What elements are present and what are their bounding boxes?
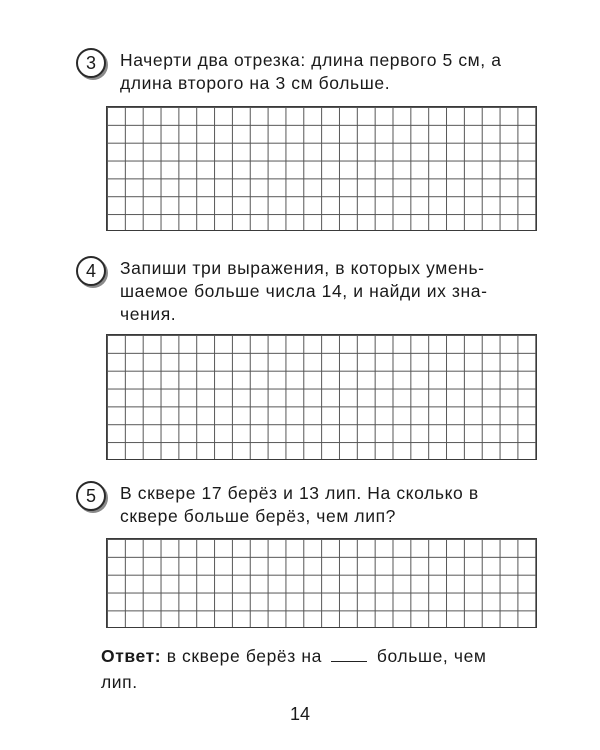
answer-text-after: больше, чем (376, 646, 487, 666)
task-text-line: Начерти два отрезка: длина первого 5 см, а (120, 50, 502, 70)
answer-label: Ответ: (101, 646, 162, 666)
task-text (120, 49, 538, 95)
answer-blank[interactable] (331, 645, 367, 662)
answer-line2: лип. (101, 672, 138, 692)
page-number: 14 (289, 704, 311, 724)
task-text-line: шаемое больше числа 14, и найди их зна- (120, 281, 488, 301)
task-number-badge: 5 (76, 481, 106, 511)
grid-area[interactable] (106, 106, 537, 231)
task-number-badge: 4 (76, 256, 106, 286)
task-text-line: длина второго на 3 см больше. (120, 73, 391, 93)
task-text-line: В сквере 17 берёз и 13 лип. На сколько в (120, 483, 479, 503)
grid-area[interactable] (106, 538, 537, 628)
task-text-line: Запиши три выражения, в которых умень- (120, 258, 485, 278)
task-number-badge: 3 (76, 48, 106, 78)
task-text (120, 482, 538, 528)
task-text-line: чения. (120, 304, 177, 324)
answer-text-before: в сквере берёз на (166, 646, 322, 666)
grid-area[interactable] (106, 334, 537, 460)
answer-block (101, 643, 541, 695)
task-text-line: сквере больше берёз, чем лип? (120, 506, 397, 526)
task-text (120, 257, 538, 326)
